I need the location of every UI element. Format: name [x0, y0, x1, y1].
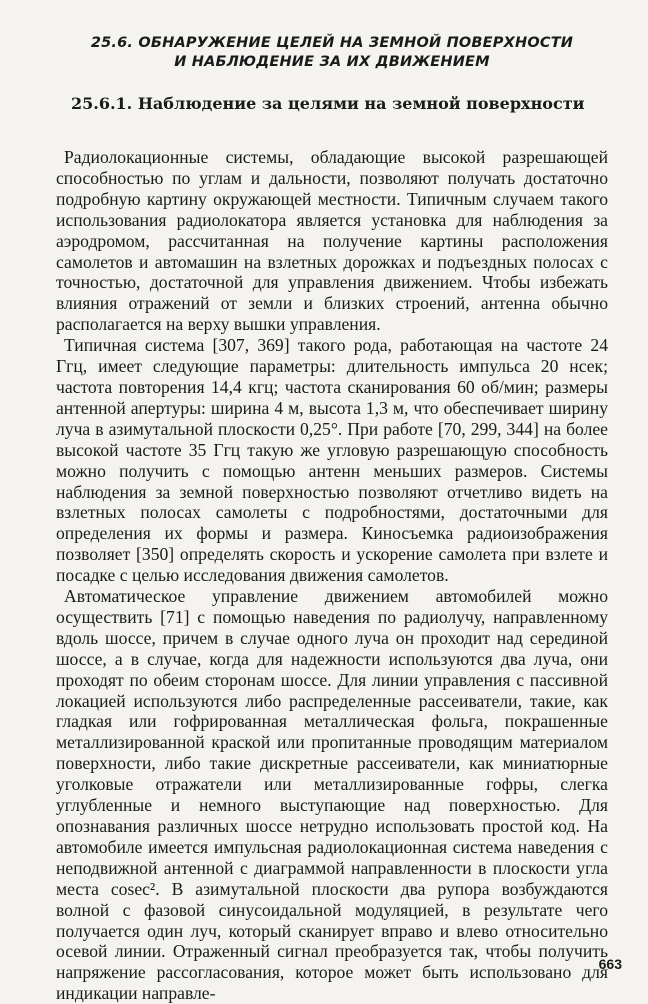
section-title-line-1: 25.6. ОБНАРУЖЕНИЕ ЦЕЛЕЙ НА ЗЕМНОЙ ПОВЕРХНОСТИ [90, 35, 574, 51]
page-number: 663 [598, 956, 622, 972]
paragraph-2: Типичная система [307, 369] такого рода, работающая на частоте 24 Ггц, имеет следующие параметры: длительность импульса 20 нсек; частота повторения 14,4 кгц; частота сканирования 60 об/мин; размеры антенной апертуры: ширина 4 м, высота 1,3 м, что обеспечивает ширину луча в азимутальной плоскости 0,25°. При работе [70, 299, 344] на более высокой частоте 35 Ггц такую же угловую разрешающую способность можно получить с помощью антенн меньших размеров. Системы наблюдения за земной поверхностью позволяют отчетливо видеть на взлетных полосах самолеты с подробностями, достаточными для определения их формы и размера. Киносъемка радиоизображения позволяет [350] определять скорость и ускорение самолета при взлете и посадке с целью исследования движения самолетов. [56, 335, 608, 586]
paragraph-1: Радиолокационные системы, обладающие высокой разрешающей способностью по углам и дальности, позволяют получать достаточно подробную картину окружающей местности. Типичным случаем такого использования радиолокатора является установка для наблюдения за аэродромом, рассчитанная на получение картины расположения самолетов и автомашин на взлетных дорожках и подъездных полосах с точностью, достаточной для управления движением. Чтобы избежать влияния отражений от земли и близких строений, антенна обычно располагается на верху вышки управления. [56, 147, 608, 335]
paragraph-3: Автоматическое управление движением автомобилей можно осуществить [71] с помощью наведения по радиолучу, направленному вдоль шоссе, причем в случае одного луча он проходит над серединой шоссе, а в случае, когда для надежности используются два луча, они проходят по обеим сторонам шоссе. Для линии управления с пассивной локацией используются либо распределенные рассеиватели, такие, как гладкая или гофрированная металлическая фольга, покрашенные металлизированной краской или пропитанные проводящим материалом поверхности, либо такие дискретные рассеиватели, как миниатюрные уголковые отражатели или металлизированные гофры, слегка углубленные и немного выступающие над поверхностью. Для опознавания различных шоссе нетрудно использовать простой код. На автомобиле имеется импульсная радиолокационная система наведения с неподвижной антенной с диаграммой направленности в плоскости угла места cosec². В азимутальной плоскости два рупора возбуждаются волной с фазовой синусоидальной модуляцией, в результате чего получается один луч, который сканирует вправо и влево относительно осевой линии. Отраженный сигнал преобразуется так, чтобы получить напряжение рассогласования, которое может быть использовано для индикации направле- [56, 586, 608, 1004]
subsection-title: 25.6.1. Наблюдение за целями на земной поверхности [71, 94, 585, 113]
body-text [56, 147, 608, 1004]
section-title-line-2: И НАБЛЮДЕНИЕ ЗА ИХ ДВИЖЕНИЕМ [174, 54, 490, 70]
page-content [56, 34, 608, 1004]
section-title [56, 34, 608, 72]
